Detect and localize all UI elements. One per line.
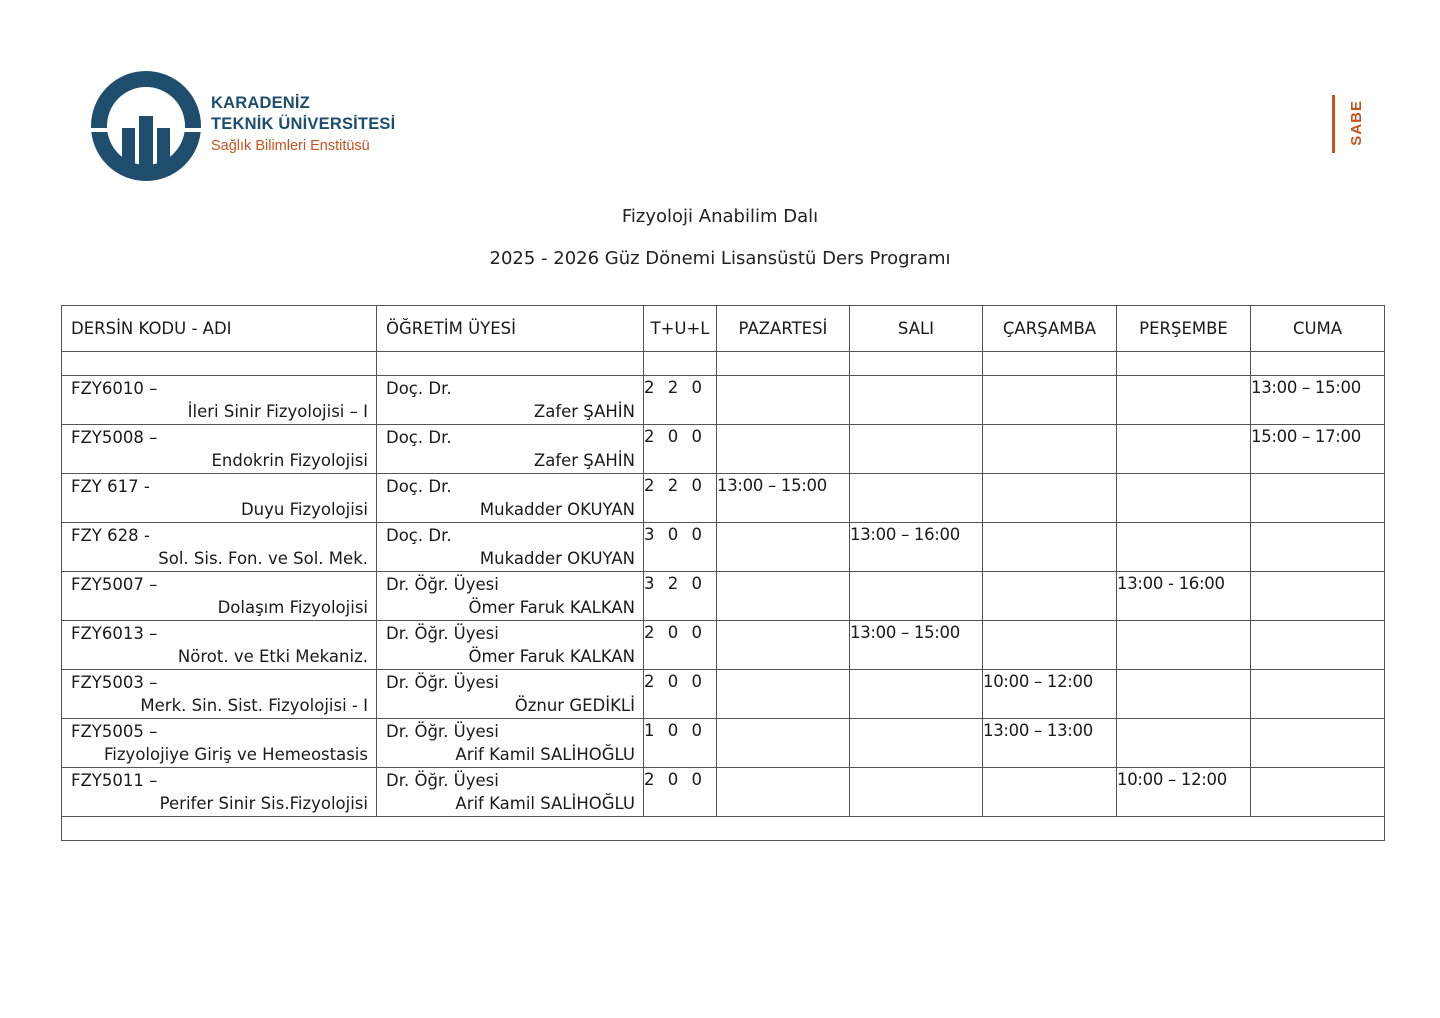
instructor-cell [377,523,644,572]
table-row [62,768,1385,817]
instructor-cell [377,621,644,670]
monday-cell [717,523,850,572]
table-row [62,572,1385,621]
thursday-cell [1117,376,1251,425]
instructor-cell [377,376,644,425]
course-name: Nörot. ve Etki Mekaniz. [177,647,368,666]
instructor-title: Doç. Dr. [386,526,452,545]
friday-cell [1251,523,1385,572]
thursday-cell: 13:00 - 16:00 [1117,572,1251,621]
thursday-cell [1117,523,1251,572]
instructor-name: Ömer Faruk KALKAN [468,647,635,666]
course-code: FZY5005 – [71,722,158,741]
spacer-row [62,817,1385,841]
course-code: FZY5007 – [71,575,158,594]
thursday-cell: 10:00 – 12:00 [1117,768,1251,817]
logo-text [211,93,395,157]
course-cell [62,572,377,621]
logo-university-name-1: KARADENİZ [211,94,310,112]
instructor-cell [377,474,644,523]
monday-cell: 13:00 – 15:00 [717,474,850,523]
department-title: Fizyoloji Anabilim Dalı [621,206,819,227]
sabe-label: SABE [1348,100,1365,146]
instructor-cell [377,768,644,817]
tuesday-cell [850,425,983,474]
wednesday-cell [983,425,1117,474]
table-row [62,425,1385,474]
sabe-mark [1330,95,1370,153]
instructor-title: Doç. Dr. [386,428,452,447]
friday-cell [1251,474,1385,523]
tul-cell: 3 2 0 [644,572,717,621]
course-code: FZY6010 – [71,379,158,398]
tul-cell: 2 2 0 [644,474,717,523]
tul-cell: 2 0 0 [644,768,717,817]
course-cell [62,768,377,817]
course-code: FZY5011 – [71,771,158,790]
col-header-tul: T+U+L [644,306,717,352]
course-cell [62,621,377,670]
instructor-name: Zafer ŞAHİN [533,402,635,421]
course-name: Fizyolojiye Giriş ve Hemeostasis [104,745,368,764]
spacer-row [62,352,1385,376]
monday-cell [717,670,850,719]
friday-cell [1251,768,1385,817]
monday-cell [717,425,850,474]
table-row [62,474,1385,523]
table-row [62,523,1385,572]
university-logo [88,68,418,184]
table-row [62,670,1385,719]
col-header-thursday: PERŞEMBE [1117,306,1251,352]
instructor-cell [377,670,644,719]
university-emblem-icon [88,68,204,184]
course-code: FZY5008 – [71,428,158,447]
instructor-cell [377,572,644,621]
friday-cell [1251,670,1385,719]
col-header-wednesday: ÇARŞAMBA [983,306,1117,352]
col-header-tuesday: SALI [850,306,983,352]
wednesday-cell [983,768,1117,817]
instructor-name: Arif Kamil SALİHOĞLU [455,745,635,764]
instructor-name: Zafer ŞAHİN [533,451,635,470]
wednesday-cell: 10:00 – 12:00 [983,670,1117,719]
table-row [62,719,1385,768]
instructor-name: Öznur GEDİKLİ [514,696,635,715]
friday-cell [1251,621,1385,670]
wednesday-cell [983,376,1117,425]
tuesday-cell [850,572,983,621]
thursday-cell [1117,621,1251,670]
course-cell [62,719,377,768]
tuesday-cell: 13:00 – 16:00 [850,523,983,572]
thursday-cell [1117,425,1251,474]
course-code: FZY 617 - [71,477,150,496]
monday-cell [717,621,850,670]
logo-institute-name: Sağlık Bilimleri Enstitüsü [211,138,370,154]
instructor-cell [377,425,644,474]
monday-cell [717,719,850,768]
sabe-bar [1332,95,1335,153]
instructor-name: Ömer Faruk KALKAN [468,598,635,617]
tuesday-cell [850,474,983,523]
instructor-title: Dr. Öğr. Üyesi [386,722,499,741]
instructor-title: Dr. Öğr. Üyesi [386,575,499,594]
course-code: FZY5003 – [71,673,158,692]
friday-cell [1251,719,1385,768]
course-name: İleri Sinir Fizyolojisi – I [187,402,368,421]
tul-cell: 3 0 0 [644,523,717,572]
table-row [62,621,1385,670]
course-name: Merk. Sin. Sist. Fizyolojisi - I [140,696,368,715]
wednesday-cell [983,474,1117,523]
tuesday-cell [850,768,983,817]
friday-cell: 15:00 – 17:00 [1251,425,1385,474]
tuesday-cell [850,670,983,719]
course-name: Duyu Fizyolojisi [240,500,368,519]
table-row [62,376,1385,425]
course-code: FZY6013 – [71,624,158,643]
tul-cell: 2 0 0 [644,621,717,670]
instructor-title: Dr. Öğr. Üyesi [386,673,499,692]
tuesday-cell [850,719,983,768]
instructor-title: Dr. Öğr. Üyesi [386,624,499,643]
col-header-friday: CUMA [1251,306,1385,352]
course-cell [62,425,377,474]
col-header-instructor: ÖĞRETİM ÜYESİ [377,306,644,352]
tul-cell: 2 0 0 [644,670,717,719]
thursday-cell [1117,719,1251,768]
course-name: Sol. Sis. Fon. ve Sol. Mek. [158,549,368,568]
wednesday-cell: 13:00 – 13:00 [983,719,1117,768]
course-schedule-table [61,305,1385,841]
col-header-course: DERSİN KODU - ADI [62,306,377,352]
logo-university-name-2: TEKNİK ÜNİVERSİTESİ [211,115,396,133]
instructor-title: Doç. Dr. [386,379,452,398]
instructor-title: Dr. Öğr. Üyesi [386,771,499,790]
col-header-monday: PAZARTESİ [717,306,850,352]
thursday-cell [1117,474,1251,523]
wednesday-cell [983,621,1117,670]
monday-cell [717,768,850,817]
wednesday-cell [983,572,1117,621]
friday-cell: 13:00 – 15:00 [1251,376,1385,425]
tul-cell: 2 0 0 [644,425,717,474]
tuesday-cell [850,376,983,425]
course-name: Dolaşım Fizyolojisi [217,598,368,617]
instructor-title: Doç. Dr. [386,477,452,496]
program-title: 2025 - 2026 Güz Dönemi Lisansüstü Ders Programı [489,248,951,269]
tuesday-cell: 13:00 – 15:00 [850,621,983,670]
friday-cell [1251,572,1385,621]
monday-cell [717,376,850,425]
course-cell [62,670,377,719]
course-name: Endokrin Fizyolojisi [211,451,368,470]
thursday-cell [1117,670,1251,719]
instructor-name: Mukadder OKUYAN [479,549,635,568]
monday-cell [717,572,850,621]
header-row [62,306,1385,352]
tul-cell: 2 2 0 [644,376,717,425]
wednesday-cell [983,523,1117,572]
instructor-name: Mukadder OKUYAN [479,500,635,519]
course-cell [62,523,377,572]
course-cell [62,376,377,425]
course-name: Perifer Sinir Sis.Fizyolojisi [159,794,368,813]
instructor-name: Arif Kamil SALİHOĞLU [455,794,635,813]
tul-cell: 1 0 0 [644,719,717,768]
instructor-cell [377,719,644,768]
course-cell [62,474,377,523]
course-code: FZY 628 - [71,526,150,545]
